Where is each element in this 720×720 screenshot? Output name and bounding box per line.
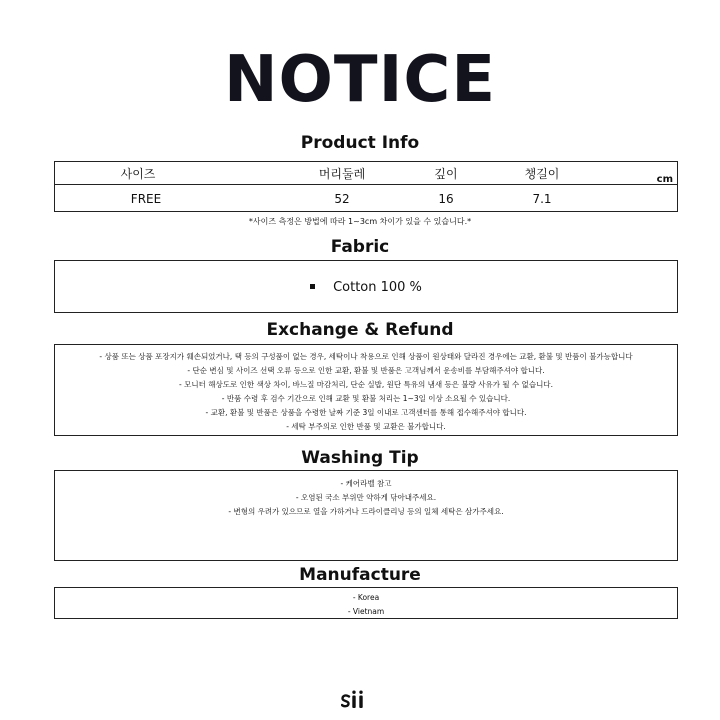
- exchange-refund-heading: Exchange & Refund: [266, 320, 454, 340]
- head-circumference-header-cell: 머리둘레: [318, 167, 366, 181]
- fabric-heading: Fabric: [330, 237, 390, 257]
- exchange-line: - 반품 수령 후 검수 기간으로 인해 교환 및 환불 처리는 1~3일 이상 소요될 수 있습니다.: [221, 394, 511, 403]
- exchange-line: - 교환, 환불 및 반품은 상품을 수령한 날짜 기준 3일 이내로 고객센터를 통해 접수해주셔야 합니다.: [205, 408, 527, 417]
- exchange-line: - 상품 또는 상품 포장지가 훼손되었거나, 택 등의 구성품이 없는 경우, 세탁이나 착용으로 인해 상품이 원상태와 달라진 경우에는 교환, 환불 및 반품이 불가능합니다: [99, 352, 633, 361]
- brim-length-value-cell: 7.1: [532, 192, 552, 206]
- fabric-item: [55, 280, 677, 295]
- size-header-cell: 사이즈: [120, 167, 156, 181]
- washing-tip-heading: Washing Tip: [301, 448, 419, 468]
- fabric-item-label: Cotton 100 %: [333, 280, 422, 295]
- exchange-line: - 세탁 부주의로 인한 반품 및 교환은 불가합니다.: [286, 422, 446, 431]
- exchange-refund-box: [54, 344, 678, 436]
- manufacture-line: - Vietnam: [347, 607, 385, 616]
- manufacture-line: - Korea: [352, 593, 380, 602]
- bullet-icon: [310, 284, 315, 289]
- sii-logo-icon: [341, 690, 365, 710]
- manufacture-box: [54, 587, 678, 619]
- size-value-cell: FREE: [130, 192, 162, 206]
- washing-tip-box: [54, 470, 678, 561]
- depth-value-cell: 16: [438, 192, 454, 206]
- fabric-box: [54, 260, 678, 313]
- washing-line: - 케어라벨 참고: [340, 479, 392, 488]
- manufacture-heading: Manufacture: [299, 565, 421, 585]
- washing-line: - 변형의 우려가 있으므로 열을 가하거나 드라이클리닝 등의 일체 세탁은 삼가주세요.: [228, 507, 504, 516]
- page-title: NOTICE: [223, 43, 497, 117]
- size-table: [54, 161, 678, 212]
- exchange-line: - 단순 변심 및 사이즈 선택 오류 등으로 인한 교환, 환불 및 반품은 고객님께서 운송비를 부담해주셔야 합니다.: [187, 366, 545, 375]
- head-circumference-value-cell: 52: [334, 192, 350, 206]
- brim-length-header-cell: 챙길이: [524, 167, 560, 181]
- unit-label: cm: [656, 174, 673, 185]
- product-info-heading: Product Info: [300, 133, 420, 153]
- depth-header-cell: 깊이: [434, 167, 458, 181]
- washing-line: - 오염된 국소 부위만 약하게 닦아내주세요.: [295, 493, 437, 502]
- size-note: *사이즈 측정은 방법에 따라 1~3cm 차이가 있을 수 있습니다.*: [248, 217, 472, 226]
- exchange-line: - 모니터 해상도로 인한 색상 차이, 바느질 마감처리, 단순 실밥, 원단 특유의 냄새 등은 불량 사유가 될 수 없습니다.: [179, 380, 553, 389]
